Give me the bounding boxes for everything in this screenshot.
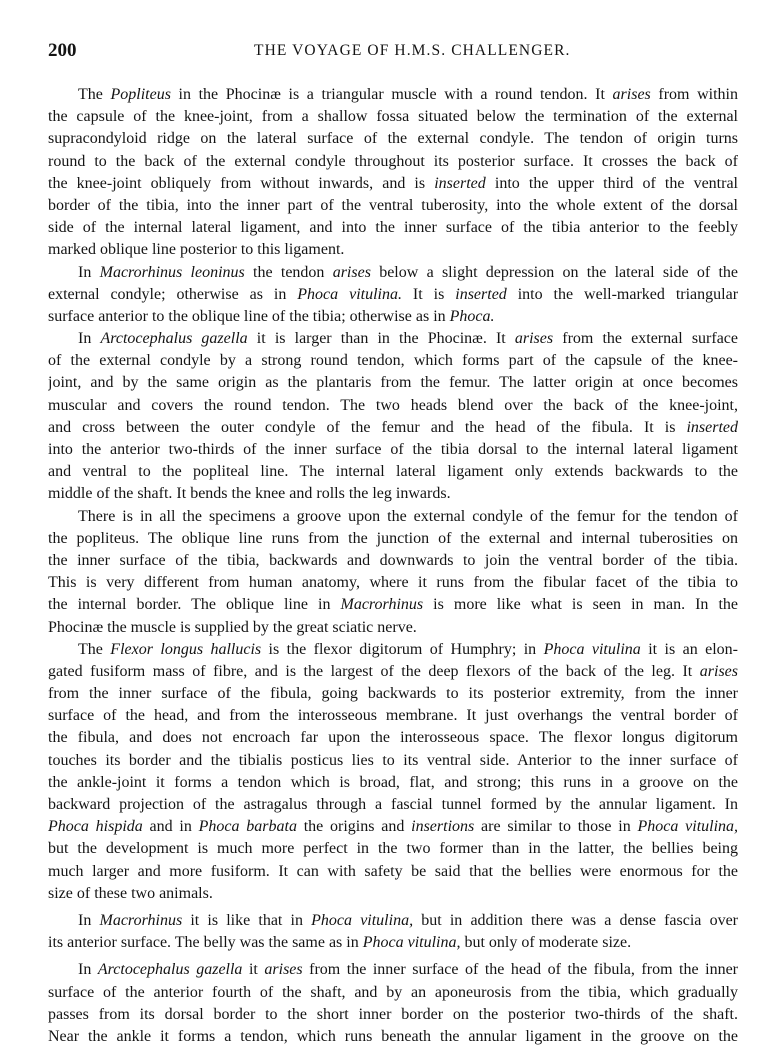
text-line: [48, 932, 738, 954]
text-run: surface anterior to the oblique line of the tibia; otherwise as in: [48, 307, 450, 325]
text-run: the origins and: [296, 818, 412, 836]
italic-run: Phoca hispida: [48, 818, 143, 836]
text-line: [48, 439, 738, 461]
italic-run: Phoca barbata: [198, 818, 297, 836]
text-run: into the upper third of the ventral: [485, 174, 738, 192]
text-run: gated fusiform mass of fibre, and is the largest of the deep flexors of the back of the leg. It: [48, 662, 700, 680]
text-run: is more like what is seen in man. In the: [423, 596, 738, 614]
text-run: round to the back of the external condyle throughout its posterior surface. It crosses the back of: [48, 152, 738, 170]
page-number: 200: [48, 40, 77, 61]
text-line: [48, 1004, 738, 1026]
italic-run: arises: [514, 330, 554, 348]
text-line: [48, 506, 738, 528]
text-run: from the inner surface of the fibula, going backwards to its posterior extremity, from the inner: [48, 685, 738, 703]
text-run: but in addition there was a dense fascia over: [413, 911, 738, 929]
text-run: The: [78, 640, 111, 658]
text-line: [48, 106, 738, 128]
italic-run: Arctocephalus gazella: [100, 330, 248, 348]
text-run: The: [78, 86, 111, 103]
text-run: of the external condyle by a strong round tendon, which forms part of the capsule of the knee-: [48, 352, 738, 370]
text-line: [48, 239, 738, 261]
text-line: [48, 1026, 738, 1048]
italic-run: Arctocephalus gazella: [97, 961, 243, 979]
text-line: [48, 550, 738, 572]
text-run: from within: [650, 86, 738, 103]
text-run: and in: [142, 818, 199, 836]
text-run: the fibula, and does not encroach far upon the interosseous space. The flexor longus digitorum: [48, 729, 738, 747]
italic-run: Phoca vitulina: [543, 640, 641, 658]
italic-run: inserted: [686, 418, 738, 436]
text-run: joint, and by the same origin as the plantaris from the femur. The latter origin at once becomes: [48, 374, 738, 392]
text-line: [48, 772, 738, 794]
text-run: passes from its dorsal border to the short inner border on the posterior two-thirds of the shaft.: [48, 1005, 738, 1023]
italic-run: Phoca vitulina,: [637, 818, 738, 836]
text-run: it is like that in: [182, 911, 312, 929]
text-line: [48, 84, 738, 106]
text-run: into the well-marked triangular: [506, 285, 738, 303]
italic-run: Macrorhinus leoninus: [99, 263, 245, 281]
text-run: it: [242, 961, 265, 979]
italic-run: Phoca vitulina,: [362, 934, 461, 952]
italic-run: insertions: [411, 818, 475, 836]
italic-run: arises: [264, 961, 303, 979]
text-run: surface of the anterior fourth of the shaft, and by an aponeurosis from the tibia, which gradually: [48, 983, 738, 1001]
text-run: border of the tibia, into the inner part of the ventral tuberosity, into the whole extent of the dorsal: [48, 196, 738, 214]
text-run: In: [78, 263, 100, 281]
text-line: [48, 705, 738, 727]
text-line: [48, 639, 738, 661]
text-line: [48, 861, 738, 883]
text-run: Near the ankle it forms a tendon, which runs beneath the annular ligament in the groove on the: [48, 1027, 738, 1045]
italic-run: Popliteus: [110, 86, 171, 103]
text-run: the knee-joint obliquely from without inwards, and is: [48, 174, 435, 192]
text-run: In: [78, 911, 100, 929]
text-run: muscular and covers the round tendon. The two heads blend over the back of the knee-joint,: [48, 396, 738, 414]
text-run: its anterior surface. The belly was the same as in: [48, 934, 363, 952]
text-run: marked oblique line posterior to this ligament.: [48, 241, 345, 259]
text-run: size of these two animals.: [48, 884, 213, 902]
text-line: [48, 461, 738, 483]
text-line: [48, 617, 738, 639]
text-run: Phocinæ the muscle is supplied by the great sciatic nerve.: [48, 618, 417, 636]
text-line: [48, 594, 738, 616]
text-line: [48, 395, 738, 417]
text-line: [48, 328, 738, 350]
text-run: In: [78, 330, 101, 348]
italic-run: inserted: [455, 285, 507, 303]
italic-run: Macrorhinus: [340, 596, 424, 614]
text-run: but the development is much more perfect in the two former than in the latter, the bellies being: [48, 840, 738, 858]
text-line: [48, 528, 738, 550]
text-run: backward projection of the astragalus through a fascial tunnel formed by the annular ligament. In: [48, 796, 738, 813]
italic-run: Phoca.: [449, 307, 495, 325]
text-run: the capsule of the knee-joint, from a shallow fossa situated below the termination of the external: [48, 108, 738, 126]
text-line: [48, 151, 738, 173]
text-run: the internal border. The oblique line in: [48, 596, 341, 614]
italic-run: Phoca vitulina,: [311, 911, 414, 929]
text-run: middle of the shaft. It bends the knee and rolls the leg inwards.: [48, 485, 451, 503]
text-run: is the flexor digitorum of Humphry; in: [261, 640, 544, 658]
text-run: touches its border and the tibialis posticus lies to its ventral side. Anterior to the inner surface of: [48, 751, 738, 769]
text-run: are similar to those in: [474, 818, 638, 836]
text-line: [48, 750, 738, 772]
italic-run: arises: [699, 662, 738, 680]
text-run: supracondyloid ridge on the lateral surface of the external condyle. The tendon of origin turns: [48, 130, 738, 148]
text-line: [48, 306, 738, 328]
italic-run: Phoca vitulina.: [297, 285, 402, 303]
text-line: [48, 350, 738, 372]
text-line: [48, 883, 738, 905]
text-line: [48, 417, 738, 439]
body-text: [48, 84, 738, 1048]
text-run: and ventral to the popliteal line. The internal lateral ligament only extends backwards to the: [48, 463, 738, 481]
text-line: [48, 483, 738, 505]
text-run: It is: [401, 285, 456, 303]
text-run: side of the internal lateral ligament, and into the inner surface of the tibia anterior to the feebly: [48, 219, 738, 237]
italic-run: Flexor longus hallucis: [110, 640, 262, 658]
text-run: from the external surface: [553, 330, 738, 348]
text-line: [48, 195, 738, 217]
text-line: [48, 284, 738, 306]
text-run: but only of moderate size.: [460, 934, 632, 952]
italic-run: arises: [332, 263, 371, 281]
text-run: and cross between the outer condyle of the femur and the head of the fibula. It is: [48, 418, 687, 436]
text-run: external condyle; otherwise as in: [48, 285, 298, 303]
text-run: There is in all the specimens a groove upon the external condyle of the femur for the tendon of: [78, 507, 738, 525]
text-run: In: [78, 961, 98, 979]
text-run: it is larger than in the Phocinæ. It: [247, 330, 515, 348]
text-line: [48, 372, 738, 394]
text-run: it is an elon-: [640, 640, 738, 658]
page-header: [48, 40, 738, 64]
text-line: [48, 838, 738, 860]
text-run: surface of the head, and from the interosseous membrane. It just overhangs the ventral border of: [48, 707, 738, 725]
text-line: [48, 794, 738, 816]
text-line: [48, 910, 738, 932]
text-line: [48, 173, 738, 195]
italic-run: Macrorhinus: [99, 911, 183, 929]
text-run: the tendon: [244, 263, 333, 281]
text-line: [48, 959, 738, 981]
text-run: much larger and more fusiform. It can with safety be said that the bellies were enormous for the: [48, 862, 738, 880]
text-line: [48, 816, 738, 838]
text-line: [48, 572, 738, 594]
text-run: in the Phocinæ is a triangular muscle with a round tendon. It: [170, 86, 613, 103]
text-run: This is very different from human anatomy, where it runs from the fibular facet of the tibia to: [48, 574, 738, 592]
running-title: THE VOYAGE OF H.M.S. CHALLENGER.: [254, 42, 571, 59]
italic-run: arises: [612, 86, 651, 103]
text-run: the inner surface of the tibia, backwards and downwards to join the ventral border of the tibia.: [48, 551, 738, 569]
text-line: [48, 128, 738, 150]
text-run: from the inner surface of the head of the fibula, from the inner: [302, 961, 738, 979]
text-line: [48, 727, 738, 749]
text-run: below a slight depression on the lateral side of the: [370, 263, 738, 281]
text-line: [48, 262, 738, 284]
text-run: the popliteus. The oblique line runs from the junction of the external and internal tuberosities on: [48, 529, 738, 547]
text-line: [48, 982, 738, 1004]
text-run: the ankle-joint it forms a tendon which is broad, flat, and strong; this runs in a groove on the: [48, 773, 738, 791]
text-line: [48, 661, 738, 683]
italic-run: inserted: [434, 174, 486, 192]
text-line: [48, 683, 738, 705]
text-run: into the anterior two-thirds of the inner surface of the tibia dorsal to the internal lateral ligament: [48, 441, 738, 458]
text-line: [48, 217, 738, 239]
